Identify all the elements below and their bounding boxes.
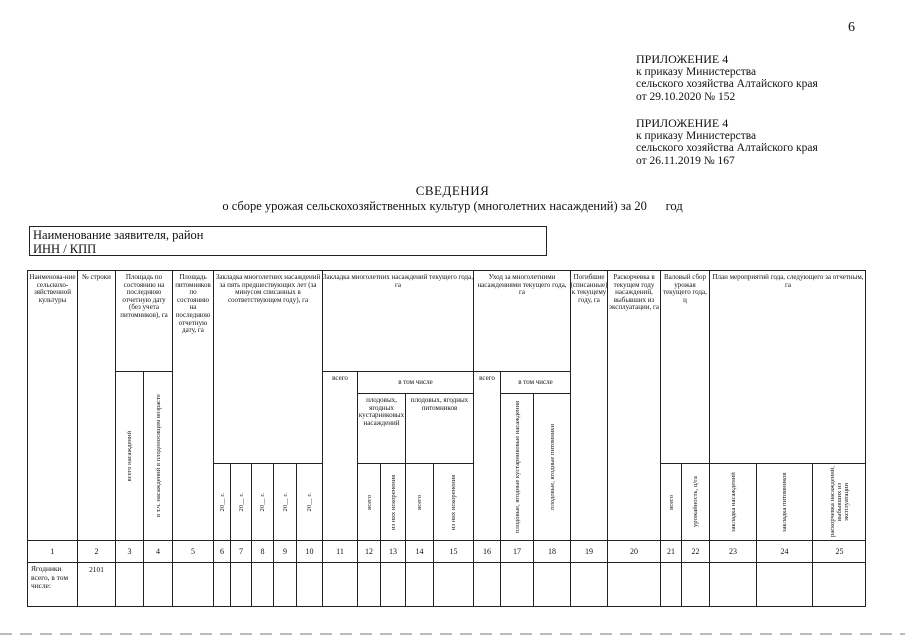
header-year-1: 20__ г. — [218, 492, 226, 512]
header-year-cell — [231, 464, 251, 540]
appendix-title: ПРИЛОЖЕНИЕ 4 — [636, 116, 729, 130]
column-number: 7 — [239, 546, 243, 556]
header-area-fruit: в т.ч. насаждений в плодоносящем возрасте — [154, 394, 162, 518]
header-year-cell — [297, 464, 322, 540]
header-plan: План мероприятий года, следующего за отчетным, га — [712, 273, 864, 289]
header-care-including: в том числе — [518, 377, 553, 386]
column-number: 21 — [667, 546, 675, 556]
column-number: 12 — [365, 546, 373, 556]
column-number: 18 — [548, 546, 556, 556]
document-title: СВЕДЕНИЯ — [415, 183, 490, 198]
header-care-total: всего — [479, 374, 495, 382]
header-gross-total: всего — [667, 494, 675, 510]
header-cell — [381, 464, 405, 540]
header-row-number: № строки — [82, 273, 111, 281]
column-number: 9 — [283, 546, 287, 556]
column-number: 6 — [220, 546, 224, 556]
header-crop-name: Наименова-ние сельскохо-зяйственной культуры — [29, 273, 76, 304]
column-number: 16 — [483, 546, 491, 556]
header-care-nursery: плодовые, ягодные питомники — [548, 424, 556, 510]
header-planting-including: в том числе — [398, 377, 433, 386]
appendix-line: к приказу Министерства — [636, 129, 757, 142]
header-care-bushes: плодовые, ягодные кустарниковые насаждения — [513, 400, 521, 534]
applicant-name-label: Наименование заявителя, район — [33, 228, 204, 242]
header-care: Уход за многолетними насаждениями текущего года, га — [477, 273, 567, 297]
header-fruit-nursery: плодовых, ягодных питомников — [410, 396, 469, 412]
header-nursery-total: всего — [416, 494, 423, 510]
header-year-cell — [252, 464, 273, 540]
header-area-total-cell — [116, 372, 143, 540]
column-number: 11 — [336, 546, 344, 556]
column-number: 17 — [513, 546, 521, 556]
column-number: 8 — [260, 546, 265, 556]
header-cell — [406, 464, 433, 540]
appendix-line: от 26.11.2019 № 167 — [636, 154, 735, 167]
header-area-fruit-cell — [144, 372, 172, 540]
header-plan-planting: закладка насаждений — [729, 472, 737, 532]
appendix-line: к приказу Министерства — [636, 65, 757, 78]
appendix-line: сельского хозяйства Алтайского края — [636, 142, 818, 154]
header-yield: урожайность, ц/га — [692, 476, 699, 528]
inn-kpp-label: ИНН / КПП — [33, 242, 97, 256]
column-number: 5 — [191, 546, 195, 556]
header-uproot-current: Раскорчевка в текущем году насаждений, выбывших из эксплуатации, га — [609, 273, 659, 312]
column-number: 24 — [780, 546, 789, 556]
header-cell — [534, 394, 570, 540]
header-fruit-berry-uproot: из них искоренения — [389, 474, 397, 530]
header-year-3: 20__ г. — [259, 492, 266, 512]
header-year-cell — [274, 464, 296, 540]
header-area: Площадь по состоянию на последнюю отчетную дату (без учета питомников), га — [120, 273, 168, 319]
header-year-2: 20__ г. — [237, 492, 245, 512]
scan-edge-line — [0, 633, 905, 635]
column-number: 20 — [630, 546, 638, 556]
header-lost: Погибшие (списанные) к текущему году, га — [571, 273, 607, 304]
row-code: 2101 — [89, 565, 104, 574]
header-nursery-uproot: из них искоренения — [450, 474, 457, 530]
header-cell — [501, 394, 533, 540]
header-year-cell — [214, 464, 230, 540]
row-crop-name: Ягодники всего, в том числе: — [31, 564, 69, 590]
appendix-line: сельского хозяйства Алтайского края — [636, 78, 818, 90]
header-cell — [813, 464, 866, 540]
header-cell — [434, 464, 473, 540]
header-plan-uproot: раскорчевка насаждений, выбывших из эксплуатации — [829, 466, 850, 538]
header-gross-harvest: Валовый сбор урожая текущего года, ц — [663, 273, 707, 304]
header-cell — [710, 464, 756, 540]
column-number: 10 — [305, 546, 314, 556]
column-number: 22 — [691, 546, 700, 556]
header-planting-5-years: Закладка многолетних насаждений за пять предшествующих лет (за минусом списанных в соответствующем году), га — [215, 273, 321, 304]
header-year-4: 20__ г. — [281, 492, 289, 512]
header-plan-nursery: закладка питомников — [781, 472, 788, 532]
header-cell — [358, 464, 380, 540]
header-planting-current: Закладка многолетних насаждений текущего года, га — [323, 273, 473, 289]
header-nursery-area: Площадь питомников по состоянию на последнюю отчетную дату, га — [175, 273, 211, 335]
header-cell — [682, 464, 709, 540]
header-cell — [661, 464, 681, 540]
column-number: 25 — [835, 546, 844, 556]
column-number: 15 — [449, 546, 458, 556]
column-number: 23 — [729, 546, 737, 556]
column-number: 2 — [94, 546, 99, 556]
appendix-line: от 29.10.2020 № 152 — [636, 90, 736, 103]
header-fruit-berry-total: всего — [365, 494, 373, 510]
column-number: 19 — [585, 546, 593, 556]
header-cell — [757, 464, 812, 540]
column-number: 3 — [127, 546, 132, 556]
column-number: 13 — [389, 546, 397, 556]
column-number: 1 — [50, 546, 55, 556]
header-planting-total: всего — [332, 374, 348, 382]
page-number: 6 — [848, 20, 855, 35]
header-area-total: всего насаждений — [126, 430, 133, 482]
appendix-title: ПРИЛОЖЕНИЕ 4 — [636, 52, 729, 66]
header-year-5: 20__ г. — [306, 492, 313, 512]
column-number: 14 — [415, 546, 424, 556]
column-number: 4 — [156, 546, 160, 556]
document-subtitle: о сборе урожая сельскохозяйственных культур (многолетних насаждений) за 20 год — [222, 199, 683, 213]
header-fruit-berry: плодовых, ягодных кустарниковых насаждений — [358, 396, 405, 427]
